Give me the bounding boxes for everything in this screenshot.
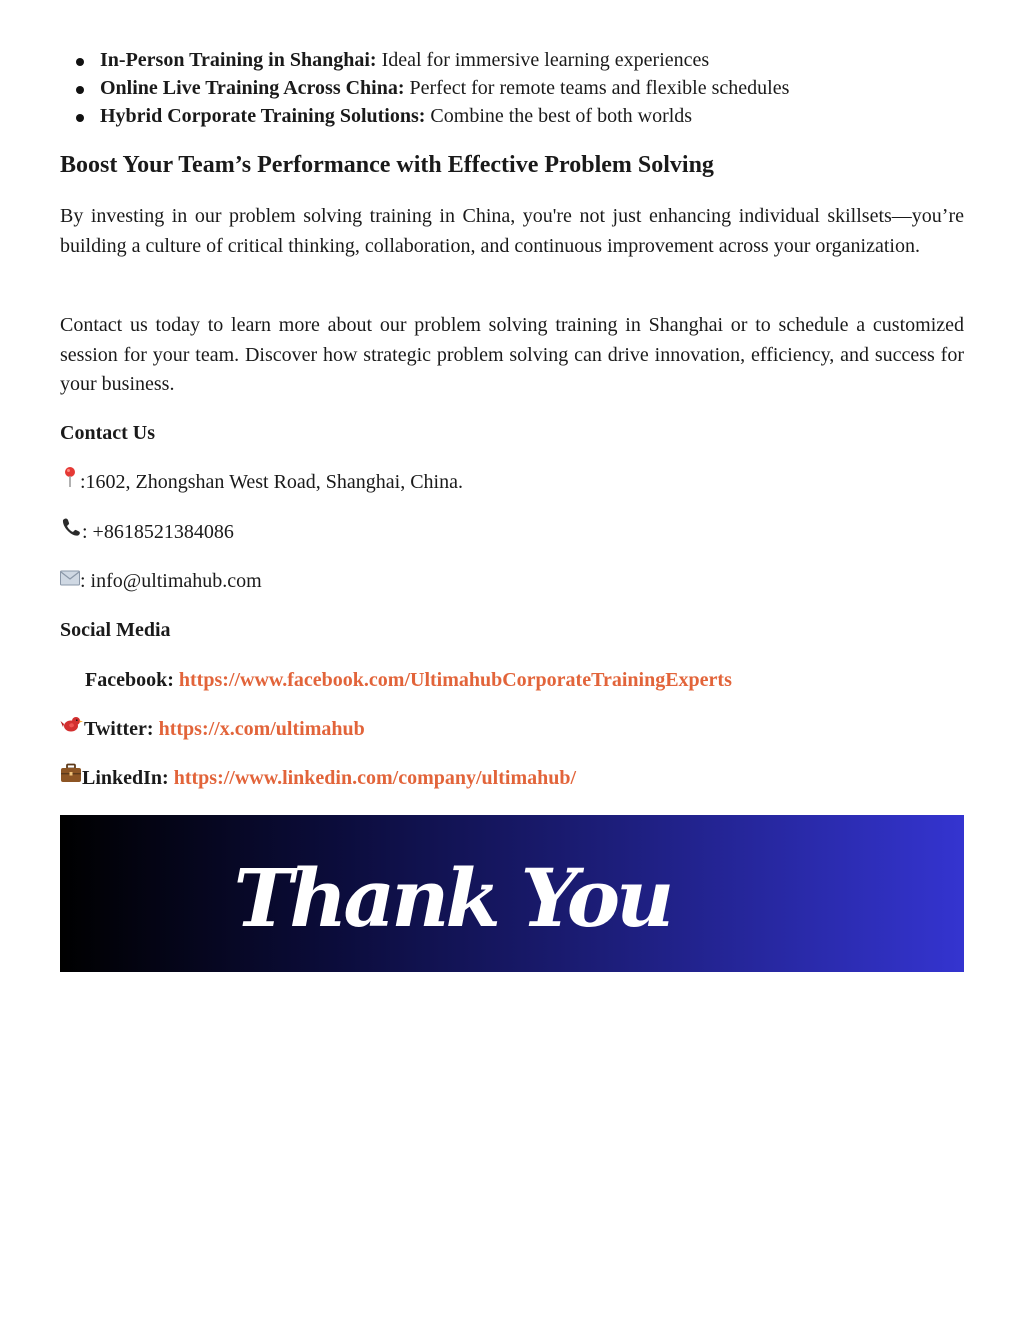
pin-icon: [60, 466, 80, 496]
list-item: [74, 74, 964, 102]
section-heading: Boost Your Team’s Performance with Effective Problem Solving: [60, 152, 714, 178]
facebook-label: Facebook:: [85, 669, 174, 691]
phone-line: [60, 518, 234, 547]
list-item-title: Hybrid Corporate Training Solutions:: [100, 105, 426, 127]
paragraph-contact-cta: Contact us today to learn more about our problem solving training in Shanghai or to schedule a customized session for your team. Discover how strategic problem solving can drive innovation, efficiency, and success for your business.: [60, 314, 964, 395]
contact-heading: Contact Us: [60, 422, 155, 444]
list-item-title: In-Person Training in Shanghai:: [100, 49, 377, 71]
address-text: :1602, Zhongshan West Road, Shanghai, China.: [80, 471, 463, 493]
phone-icon: [60, 517, 82, 545]
phone-text[interactable]: : +8618521384086: [82, 521, 234, 543]
list-item-text: Ideal for immersive learning experiences: [376, 49, 710, 71]
twitter-label: Twitter:: [84, 718, 154, 740]
thank-you-text: Thank You: [233, 850, 671, 945]
facebook-line: [60, 666, 732, 694]
twitter-link[interactable]: https://x.com/ultimahub: [158, 718, 365, 740]
briefcase-icon: [60, 763, 82, 791]
linkedin-link[interactable]: https://www.linkedin.com/company/ultimahub/: [173, 767, 577, 789]
social-media-heading: Social Media: [60, 619, 171, 641]
bullet-dot: [76, 58, 84, 66]
bullet-dot: [76, 86, 84, 94]
thank-you-banner: [60, 815, 964, 972]
linkedin-line: [60, 764, 576, 793]
facebook-link[interactable]: https://www.facebook.com/UltimahubCorporateTrainingExperts: [178, 669, 732, 691]
paragraph-investing: By investing in our problem solving training in China, you're not just enhancing individual skillsets—you’re building a culture of critical thinking, collaboration, and continuous improvement across your organization.: [60, 205, 964, 257]
training-options-list: [74, 46, 964, 130]
list-item-text: Combine the best of both worlds: [425, 105, 693, 127]
address-line: [60, 468, 463, 498]
email-text[interactable]: : info@ultimahub.com: [80, 570, 262, 592]
twitter-line: [60, 715, 365, 744]
list-item-text: Perfect for remote teams and flexible schedules: [404, 77, 790, 99]
email-line: [60, 567, 262, 596]
list-item: [74, 102, 964, 130]
list-item: [74, 46, 964, 74]
list-item-title: Online Live Training Across China:: [100, 77, 405, 99]
bird-icon: [60, 714, 84, 742]
linkedin-label: LinkedIn:: [82, 767, 169, 789]
bullet-dot: [76, 114, 84, 122]
envelope-icon: [60, 566, 80, 594]
